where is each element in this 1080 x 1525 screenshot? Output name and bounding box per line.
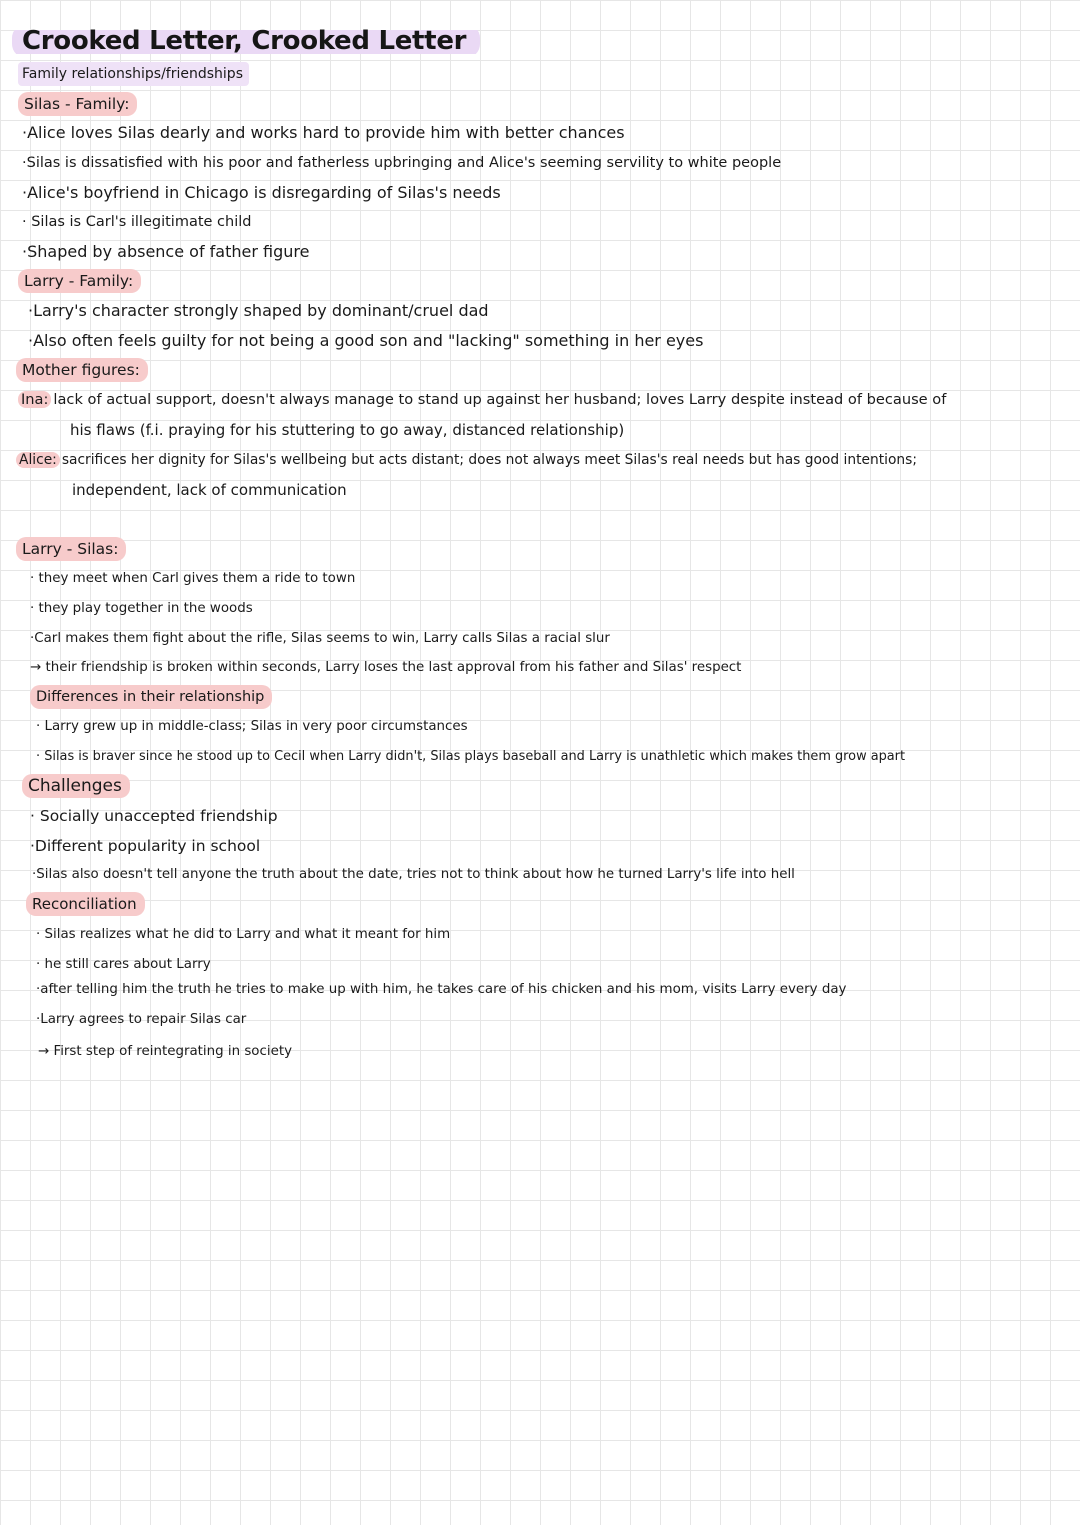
note-line: → First step of reintegrating in society	[38, 1044, 292, 1059]
heading-silas-family: Silas - Family:	[18, 92, 137, 116]
note-line: · Silas is Carl's illegitimate child	[22, 214, 252, 230]
note-line: ·Also often feels guilty for not being a good son and "lacking" something in her eyes	[28, 331, 704, 350]
note-line: ·Larry agrees to repair Silas car	[36, 1012, 247, 1027]
note-line: ·Different popularity in school	[30, 837, 261, 855]
note-line-alice	[16, 448, 917, 472]
note-line: ·Alice loves Silas dearly and works hard to provide him with better chances	[22, 123, 625, 142]
note-line: ·after telling him the truth he tries to make up with him, he takes care of his chicken and his mom, visits Larry every day	[36, 982, 847, 997]
note-line: ·Silas also doesn't tell anyone the truth about the date, tries not to think about how he turned Larry's life into hell	[32, 867, 795, 882]
note-line: ·Shaped by absence of father figure	[22, 242, 310, 261]
note-line-ina	[18, 388, 946, 412]
note-line: ·Carl makes them fight about the rifle, Silas seems to win, Larry calls Silas a racial slur	[30, 631, 610, 646]
heading-larry-family: Larry - Family:	[18, 269, 141, 293]
note-line: · Larry grew up in middle-class; Silas in very poor circumstances	[36, 719, 468, 734]
page-subtitle: Family relationships/friendships	[18, 62, 249, 86]
heading-larry-silas: Larry - Silas:	[16, 537, 126, 561]
heading-challenges: Challenges	[22, 774, 130, 798]
note-line: · they play together in the woods	[30, 601, 253, 616]
note-line: · they meet when Carl gives them a ride to town	[30, 571, 356, 586]
heading-mother-figures: Mother figures:	[16, 358, 148, 382]
note-line: his flaws (f.i. praying for his stuttering to go away, distanced relationship)	[70, 421, 625, 439]
page-title: Crooked Letter, Crooked Letter	[12, 24, 480, 58]
note-line: ·Alice's boyfriend in Chicago is disregarding of Silas's needs	[22, 183, 501, 202]
note-line: independent, lack of communication	[72, 481, 347, 499]
note-line: · Socially unaccepted friendship	[30, 807, 278, 825]
note-line: · Silas is braver since he stood up to Cecil when Larry didn't, Silas plays baseball and Larry is unathletic which makes them grow apart	[36, 749, 906, 764]
note-line: · he still cares about Larry	[36, 957, 211, 972]
alice-text: sacrifices her dignity for Silas's wellbeing but acts distant; does not always meet Silas's real needs but has good intentions;	[61, 452, 917, 468]
ina-text: lack of actual support, doesn't always manage to stand up against her husband; loves Larry despite instead of because of	[53, 391, 947, 408]
label-alice: Alice:	[16, 452, 60, 468]
heading-differences: Differences in their relationship	[30, 685, 272, 709]
label-ina: Ina:	[18, 391, 51, 408]
heading-reconciliation: Reconciliation	[26, 892, 145, 916]
note-line: · Silas realizes what he did to Larry and what it meant for him	[36, 927, 451, 942]
note-line: → their friendship is broken within seconds, Larry loses the last approval from his father and Silas' respect	[30, 660, 742, 675]
note-line: ·Larry's character strongly shaped by dominant/cruel dad	[28, 301, 489, 320]
note-line: ·Silas is dissatisfied with his poor and fatherless upbringing and Alice's seeming servility to white people	[22, 155, 782, 171]
